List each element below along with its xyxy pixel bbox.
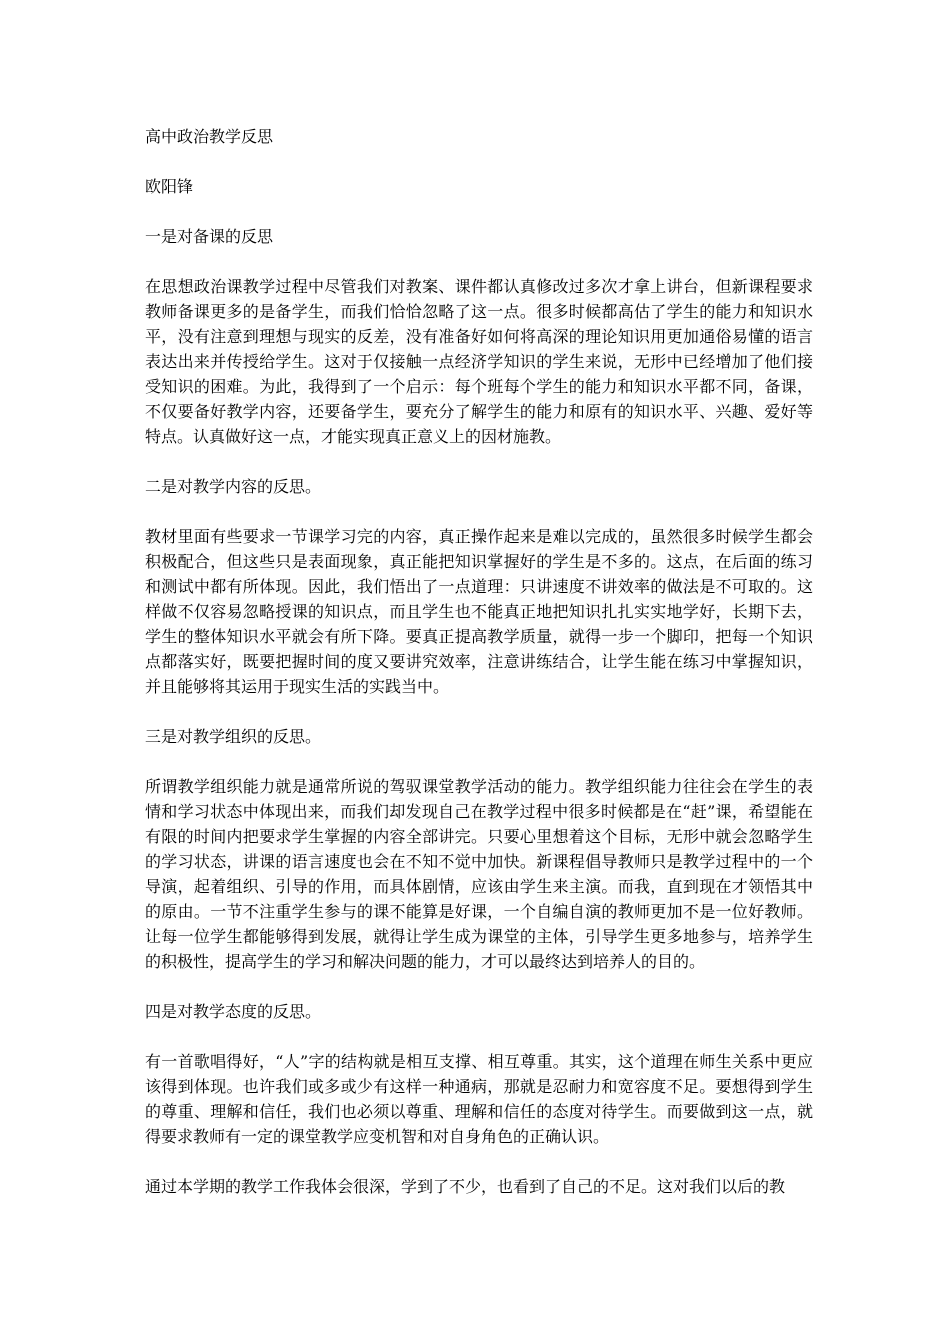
section-paragraph: 教材里面有些要求一节课学习完的内容，真正操作起来是难以完成的，虽然很多时候学生都会积极配合，但这些只是表面现象，真正能把知识掌握好的学生是不多的。这点，在后面的练习和测试中都有所体现。因此，我们悟出了一点道理：只讲速度不讲效率的做法是不可取的。这样做不仅容易忽略授课的知识点，而且学生也不能真正地把知识扎扎实实地学好，长期下去，学生的整体知识水平就会有所下降。要真正提高教学质量，就得一步一个脚印，把每一个知识点都落实好，既要把握时间的度又要讲究效率，注意讲练结合，让学生能在练习中掌握知识，并且能够将其运用于现实生活的实践当中。 [145, 527, 813, 696]
document-title: 高中政治教学反思 [145, 127, 274, 146]
document-body [145, 124, 813, 1224]
section-heading: 三是对教学组织的反思。 [145, 727, 322, 746]
section-paragraph: 在思想政治课教学过程中尽管我们对教案、课件都认真修改过多次才拿上讲台，但新课程要求教师备课更多的是备学生，而我们恰恰忽略了这一点。很多时候都高估了学生的能力和知识水平，没有注意到理想与现实的反差，没有准备好如何将高深的理论知识用更加通俗易懂的语言表达出来并传授给学生。这对于仅接触一点经济学知识的学生来说，无形中已经增加了他们接受知识的困难。为此，我得到了一个启示：每个班每个学生的能力和知识水平都不同，备课，不仅要备好教学内容，还要备学生，要充分了解学生的能力和原有的知识水平、兴趣、爱好等特点。认真做好这一点，才能实现真正意义上的因材施教。 [145, 277, 813, 446]
closing-paragraph: 通过本学期的教学工作我体会很深，学到了不少，也看到了自己的不足。这对我们以后的教 [145, 1177, 786, 1196]
section-heading: 一是对备课的反思 [145, 227, 274, 246]
section-paragraph: 所谓教学组织能力就是通常所说的驾驭课堂教学活动的能力。教学组织能力往往会在学生的表情和学习状态中体现出来，而我们却发现自己在教学过程中很多时候都是在“赶”课，希望能在有限的时间内把要求学生掌握的内容全部讲完。只要心里想着这个目标，无形中就会忽略学生的学习状态，讲课的语言速度也会在不知不觉中加快。新课程倡导教师只是教学过程中的一个导演，起着组织、引导的作用，而具体剧情，应该由学生来主演。而我，直到现在才领悟其中的原由。一节不注重学生参与的课不能算是好课，一个自编自演的教师更加不是一位好教师。让每一位学生都能够得到发展，就得让学生成为课堂的主体，引导学生更多地参与，培养学生的积极性，提高学生的学习和解决问题的能力，才可以最终达到培养人的目的。 [145, 777, 813, 971]
document-author: 欧阳锋 [145, 177, 194, 196]
section-heading: 二是对教学内容的反思。 [145, 477, 322, 496]
section-heading: 四是对教学态度的反思。 [145, 1002, 322, 1021]
section-paragraph: 有一首歌唱得好，“人”字的结构就是相互支撑、相互尊重。其实，这个道理在师生关系中更应该得到体现。也许我们或多或少有这样一种通病，那就是忍耐力和宽容度不足。要想得到学生的尊重、理解和信任，我们也必须以尊重、理解和信任的态度对待学生。而要做到这一点，就得要求教师有一定的课堂教学应变机智和对自身角色的正确认识。 [145, 1052, 813, 1146]
